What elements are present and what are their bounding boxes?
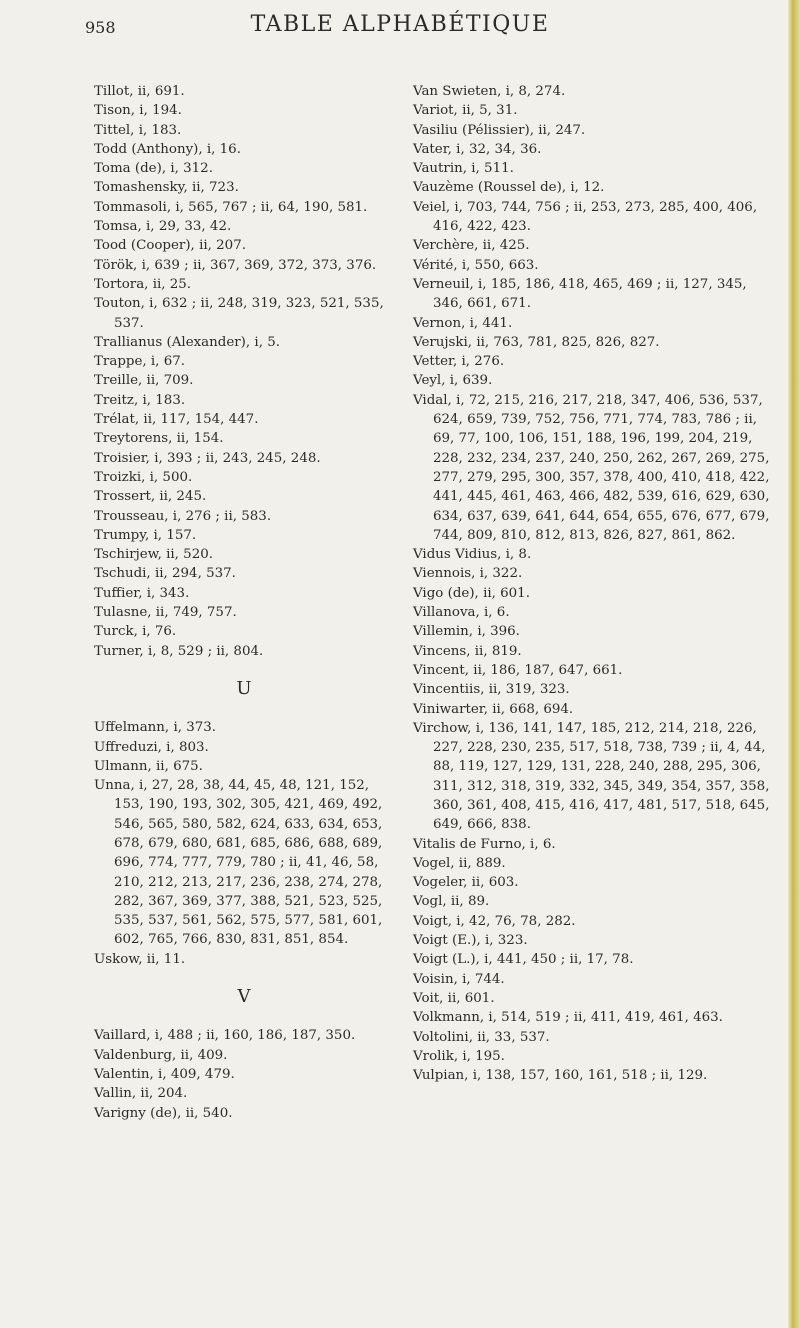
page-edge (788, 0, 800, 1328)
index-entry: Troisier, i, 393 ; ii, 243, 245, 248. (94, 450, 321, 466)
index-entry: Tortora, ii, 25. (94, 276, 192, 292)
index-entry: Trumpy, i, 157. (94, 527, 197, 543)
index-entry: Turner, i, 8, 529 ; ii, 804. (94, 643, 264, 659)
index-entry: Trossert, ii, 245. (94, 489, 207, 505)
index-entry: Vitalis de Furno, i, 6. (413, 836, 556, 852)
index-entry: Vetter, i, 276. (413, 354, 505, 370)
index-entry: Vrolik, i, 195. (413, 1048, 505, 1064)
index-entry: Troizki, i, 500. (94, 469, 193, 485)
index-entry: Voigt, i, 42, 76, 78, 282. (413, 913, 576, 929)
index-group-t (94, 82, 394, 661)
index-entry: Trélat, ii, 117, 154, 447. (94, 412, 259, 428)
index-entry: Tillot, ii, 691. (94, 84, 185, 99)
index-entry: Trallianus (Alexander), i, 5. (94, 334, 280, 350)
index-entry: Villemin, i, 396. (413, 624, 520, 640)
index-entry: Variot, ii, 5, 31. (413, 103, 518, 119)
index-entry: Viennois, i, 322. (413, 566, 523, 582)
index-entry: Veyl, i, 639. (413, 373, 493, 389)
index-entry: Voit, ii, 601. (413, 990, 495, 1006)
index-entry: Uffelmann, i, 373. (94, 720, 217, 736)
index-entry: Vincens, ii, 819. (413, 643, 522, 659)
index-entry: Treitz, i, 183. (94, 392, 186, 408)
index-entry: Unna, i, 27, 28, 38, 44, 45, 48, 121, 152, 153, 190, 193, 302, 305, 421, 469, 492, 546, 565, 580, 582, 624, 633, 634, 653, 678, 679, 680, 681, 685, 686, 688, 689, 696, 774, 777, 779, 780 ; ii, 41, 46, 58, 210, 212, 213, 217, 236, 238, 274, 278, 282, 367, 369, 377, 388, 521, 523, 525, 535, 537, 561, 562, 575, 577, 581, 601, 602, 765, 766, 830, 831, 851, 854. (94, 778, 383, 948)
index-entry: Van Swieten, i, 8, 274. (413, 84, 566, 99)
index-entry: Valentin, i, 409, 479. (94, 1066, 235, 1082)
index-entry: Vernon, i, 441. (413, 315, 513, 331)
index-entry: Verneuil, i, 185, 186, 418, 465, 469 ; ii, 127, 345, 346, 661, 671. (413, 276, 747, 312)
index-entry: Villanova, i, 6. (413, 605, 510, 621)
index-entry: Tschirjew, ii, 520. (94, 547, 213, 563)
index-entry: Tison, i, 194. (94, 103, 182, 119)
index-entry: Tulasne, ii, 749, 757. (94, 605, 237, 621)
index-entry: Treille, ii, 709. (94, 373, 194, 389)
index-entry: Voltolini, ii, 33, 537. (413, 1029, 550, 1045)
index-group-v-continued (413, 82, 775, 1085)
index-entry: Tood (Cooper), ii, 207. (94, 238, 246, 254)
page-header (0, 10, 800, 50)
index-entry: Todd (Anthony), i, 16. (94, 141, 241, 157)
index-entry: Virchow, i, 136, 141, 147, 185, 212, 214, 218, 226, 227, 228, 230, 235, 517, 518, 738, 739 ; ii, 4, 44, 88, 119, 127, 129, 131, 228, 240, 288, 295, 306, 311, 312, 318, 319, 332, 345, 349, 354, 357, 358, 360, 361, 408, 415, 416, 417, 481, 517, 518, 645, 649, 666, 838. (413, 720, 770, 833)
index-entry: Uskow, ii, 11. (94, 951, 186, 967)
index-entry: Voigt (E.), i, 323. (413, 933, 528, 949)
index-column-left (94, 82, 394, 1123)
index-entry: Turck, i, 76. (94, 624, 177, 640)
index-entry: Voigt (L.), i, 441, 450 ; ii, 17, 78. (413, 952, 634, 968)
index-entry: Trousseau, i, 276 ; ii, 583. (94, 508, 272, 524)
section-letter-u: U (236, 677, 252, 699)
index-entry: Török, i, 639 ; ii, 367, 369, 372, 373, 376. (94, 257, 377, 273)
index-entry: Vauzème (Roussel de), i, 12. (413, 180, 605, 196)
index-entry: Uffreduzi, i, 803. (94, 739, 209, 755)
index-entry: Vaillard, i, 488 ; ii, 160, 186, 187, 350. (94, 1028, 356, 1044)
index-entry: Vogel, ii, 889. (413, 855, 506, 871)
index-group-v (94, 1026, 394, 1122)
index-entry: Trappe, i, 67. (94, 354, 185, 370)
index-entry: Tittel, i, 183. (94, 122, 182, 138)
index-entry: Vincentiis, ii, 319, 323. (413, 682, 570, 698)
index-entry: Toma (de), i, 312. (94, 161, 213, 177)
index-entry: Vasiliu (Pélissier), ii, 247. (413, 122, 586, 138)
index-entry: Tschudi, ii, 294, 537. (94, 566, 236, 582)
index-entry: Veiel, i, 703, 744, 756 ; ii, 253, 273, 285, 400, 406, 416, 422, 423. (413, 199, 758, 235)
index-entry: Ulmann, ii, 675. (94, 758, 203, 774)
index-entry: Vater, i, 32, 34, 36. (413, 141, 542, 157)
index-entry: Vincent, ii, 186, 187, 647, 661. (413, 662, 623, 678)
index-entry: Vautrin, i, 511. (413, 161, 514, 177)
index-entry: Volkmann, i, 514, 519 ; ii, 411, 419, 461, 463. (413, 1010, 723, 1026)
index-entry: Vallin, ii, 204. (94, 1086, 188, 1102)
index-entry: Tomsa, i, 29, 33, 42. (94, 219, 232, 235)
index-entry: Vogl, ii, 89. (413, 894, 490, 910)
index-entry: Vogeler, ii, 603. (413, 875, 519, 891)
index-entry: Vidal, i, 72, 215, 216, 217, 218, 347, 406, 536, 537, 624, 659, 739, 752, 756, 771, 774, 783, 786 ; ii, 69, 77, 100, 106, 151, 188, 196, 199, 204, 219, 228, 232, 234, 237, 240, 250, 262, 267, 269, 275, 277, 279, 295, 300, 357, 378, 400, 410, 418, 422, 441, 445, 461, 463, 466, 482, 539, 616, 629, 630, 634, 637, 639, 641, 644, 654, 655, 676, 677, 679, 744, 809, 810, 812, 813, 826, 827, 861, 862. (413, 392, 770, 543)
index-entry: Vigo (de), ii, 601. (413, 585, 530, 601)
index-entry: Touton, i, 632 ; ii, 248, 319, 323, 521, 535, 537. (94, 296, 384, 331)
index-group-u (94, 718, 394, 969)
page-number: 958 (85, 18, 116, 37)
index-entry: Tuffier, i, 343. (94, 585, 190, 601)
index-entry: Verchère, ii, 425. (413, 238, 530, 254)
index-entry: Tommasoli, i, 565, 767 ; ii, 64, 190, 581. (94, 199, 368, 215)
index-entry: Vulpian, i, 138, 157, 160, 161, 518 ; ii, 129. (413, 1068, 708, 1084)
index-entry: Treytorens, ii, 154. (94, 431, 224, 447)
index-entry: Tomashensky, ii, 723. (94, 180, 239, 196)
index-entry: Valdenburg, ii, 409. (94, 1047, 228, 1063)
index-entry: Vérité, i, 550, 663. (413, 257, 539, 273)
index-entry: Viniwarter, ii, 668, 694. (413, 701, 574, 717)
index-entry: Voisin, i, 744. (413, 971, 505, 987)
index-entry: Verujski, ii, 763, 781, 825, 826, 827. (413, 334, 660, 350)
index-entry: Vidus Vidius, i, 8. (413, 547, 532, 563)
index-column-right (413, 82, 775, 1085)
section-letter-v: V (237, 986, 251, 1008)
index-entry: Varigny (de), ii, 540. (94, 1105, 233, 1121)
running-title: TABLE ALPHABÉTIQUE (250, 12, 550, 37)
